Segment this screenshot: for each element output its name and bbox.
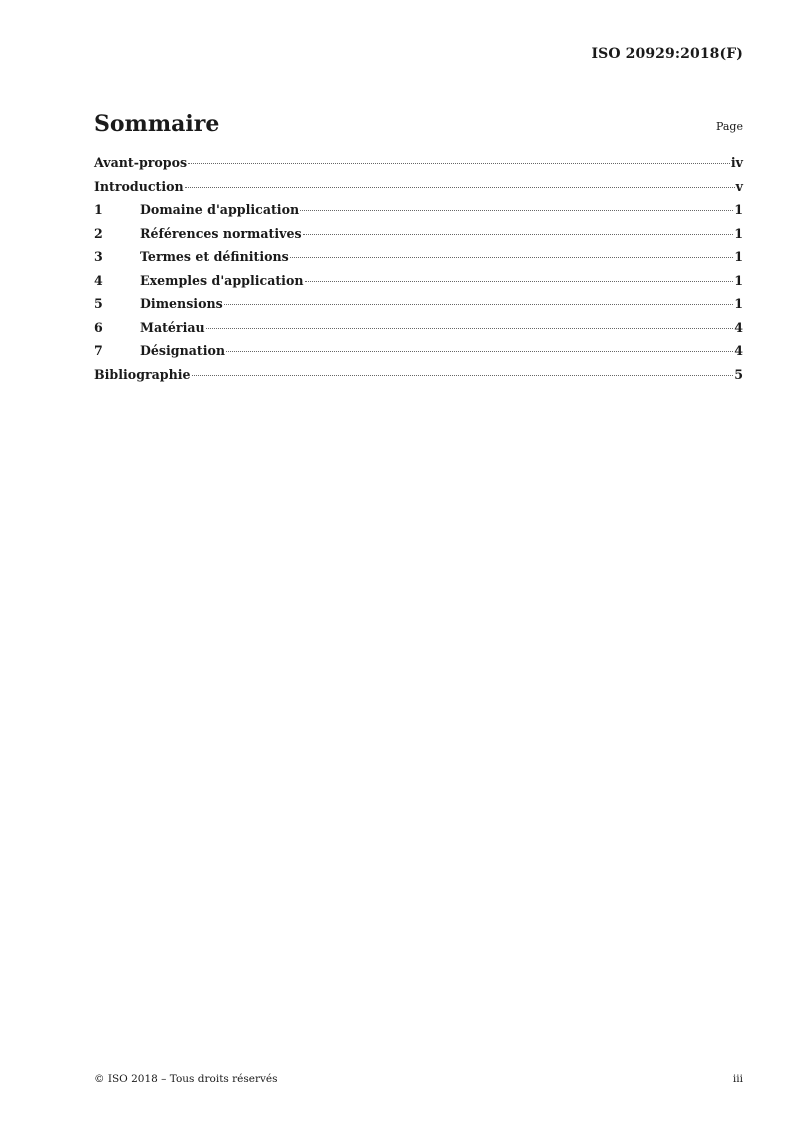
toc-dot-leader [290,257,733,258]
toc-header [94,110,743,138]
toc-entry-label: Domaine d'application [140,202,300,217]
toc-entry-termes-definitions[interactable] [94,249,743,273]
toc-page-column-label: Page [715,120,743,133]
toc-entry-dimensions[interactable] [94,296,743,320]
toc-dot-leader [188,163,730,164]
toc-entry-label: Dimensions [140,296,223,311]
toc-dot-leader [300,210,733,211]
toc-entry-designation[interactable] [94,343,743,367]
toc-entry-label: Matériau [140,319,205,335]
toc-dot-leader [303,234,734,235]
toc-entry-number: 7 [94,343,103,358]
toc-entry-number: 2 [94,225,103,241]
toc-entry-page: 1 [734,296,743,311]
toc-entry-bibliographie[interactable] [94,367,743,391]
toc-dot-leader [226,351,733,352]
toc-entry-label: Exemples d'application [140,272,304,288]
toc-entry-page: iv [730,155,743,170]
document-id: ISO 20929:2018(F) [591,46,743,62]
toc-list [94,155,743,390]
page-number: iii [732,1073,743,1085]
toc-entry-exemples-application[interactable] [94,273,743,297]
toc-entry-page: 5 [734,366,743,382]
toc-entry-label: Avant-propos [94,155,188,170]
toc-entry-number: 3 [94,249,103,264]
toc-entry-label: Introduction [94,178,184,194]
toc-entry-introduction[interactable] [94,179,743,203]
toc-entry-label: Désignation [140,343,226,358]
toc-entry-page: 1 [734,249,743,264]
toc-entry-page: 1 [734,272,743,288]
toc-entry-label: Termes et définitions [140,249,289,264]
toc-entry-page: 4 [734,343,743,358]
toc-entry-page: 4 [734,319,743,335]
toc-dot-leader [206,328,734,329]
toc-dot-leader [192,375,734,376]
toc-entry-label: Références normatives [140,225,302,241]
toc-dot-leader [185,187,735,188]
toc-entry-page: 1 [734,225,743,241]
toc-entry-number: 5 [94,296,103,311]
toc-entry-page: 1 [734,202,743,217]
toc-dot-leader [224,304,734,305]
toc-title: Sommaire [94,111,220,137]
page-footer [94,1073,743,1085]
toc-entry-page: v [735,178,743,194]
toc-entry-label: Bibliographie [94,366,191,382]
toc-entry-number: 4 [94,272,103,288]
toc-entry-materiau[interactable] [94,320,743,344]
toc-dot-leader [305,281,734,282]
toc-entry-domaine-application[interactable] [94,202,743,226]
toc-entry-number: 6 [94,319,103,335]
toc-entry-avant-propos[interactable] [94,155,743,179]
copyright-notice: © ISO 2018 – Tous droits réservés [94,1073,278,1085]
toc-entry-references-normatives[interactable] [94,226,743,250]
toc-entry-number: 1 [94,202,103,217]
